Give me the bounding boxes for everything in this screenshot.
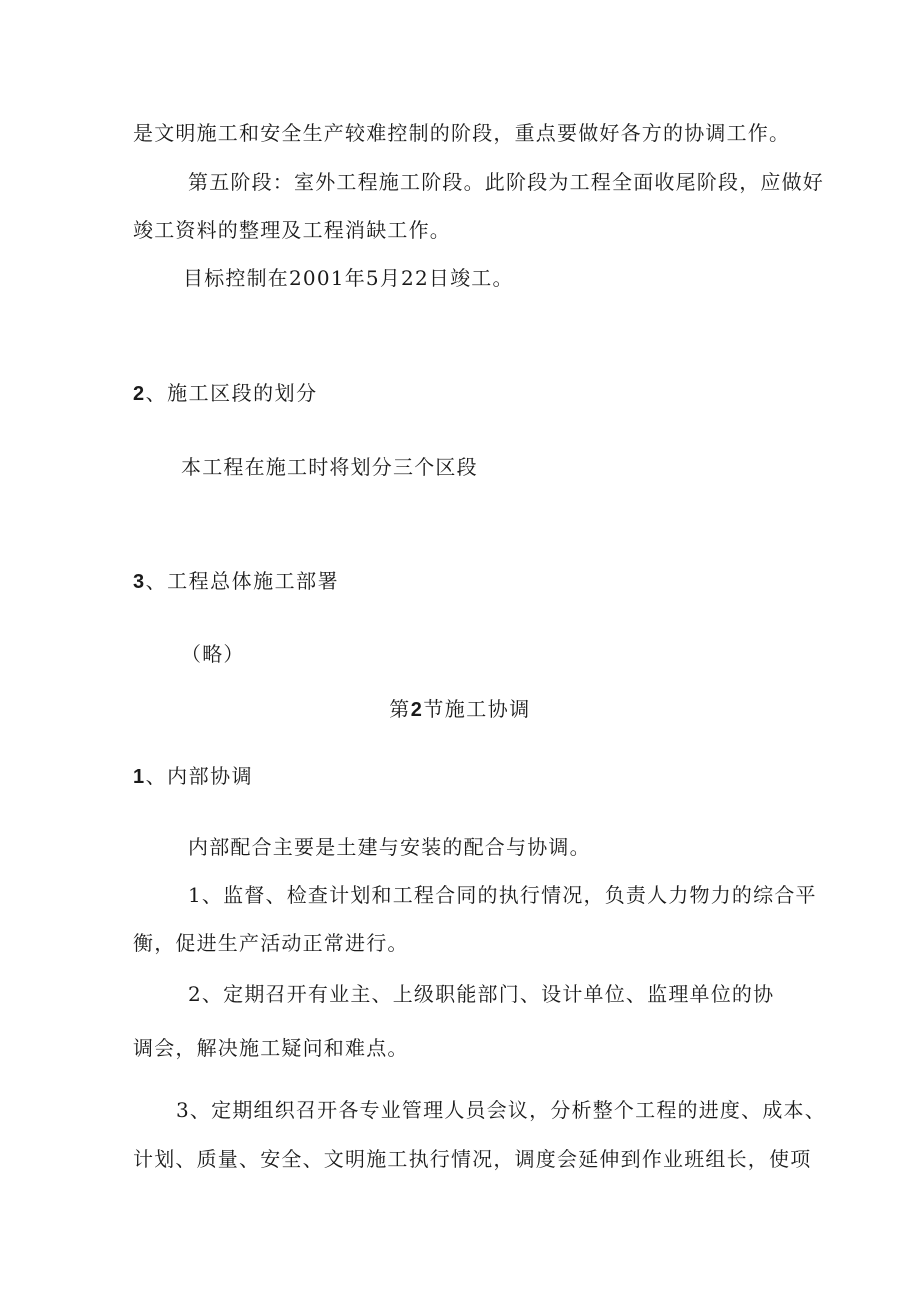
paragraph-line: 是文明施工和安全生产较难控制的阶段，重点要做好各方的协调工作。: [133, 121, 791, 145]
section-heading-internal: [133, 764, 253, 789]
section-heading-2: [133, 381, 318, 406]
list-item-line: 1、监督、检查计划和工程合同的执行情况，负责人力物力的综合平: [188, 883, 817, 907]
section-heading-3: [133, 569, 339, 594]
list-item-line: 衡，促进生产活动正常进行。: [133, 931, 409, 955]
chapter-title: 第2节施工协调: [389, 697, 531, 721]
paragraph-line: 目标控制在2001年5月22日竣工。: [183, 266, 514, 290]
list-item-line: 3、定期组织召开各专业管理人员会议，分析整个工程的进度、成本、: [176, 1098, 826, 1122]
section-title: 、内部协调: [145, 764, 254, 788]
list-item-line: 计划、质量、安全、文明施工执行情况，调度会延伸到作业班组长，使项: [133, 1147, 812, 1171]
paragraph-line: 竣工资料的整理及工程消缺工作。: [133, 218, 451, 242]
paragraph-line: 本工程在施工时将划分三个区段: [181, 455, 478, 479]
section-number: 2: [133, 383, 146, 405]
paragraph-line: （略）: [181, 642, 245, 666]
section-title: 、工程总体施工部署: [145, 569, 340, 593]
paragraph-line: 内部配合主要是土建与安装的配合与协调。: [188, 835, 591, 859]
section-number: 1: [133, 766, 146, 788]
section-number: 3: [133, 571, 146, 593]
paragraph-line: 第五阶段：室外工程施工阶段。此阶段为工程全面收尾阶段，应做好: [188, 170, 824, 194]
section-title: 、施工区段的划分: [145, 381, 318, 405]
list-item-line: 2、定期召开有业主、上级职能部门、设计单位、监理单位的协: [188, 982, 775, 1006]
list-item-line: 调会，解决施工疑问和难点。: [133, 1036, 409, 1060]
